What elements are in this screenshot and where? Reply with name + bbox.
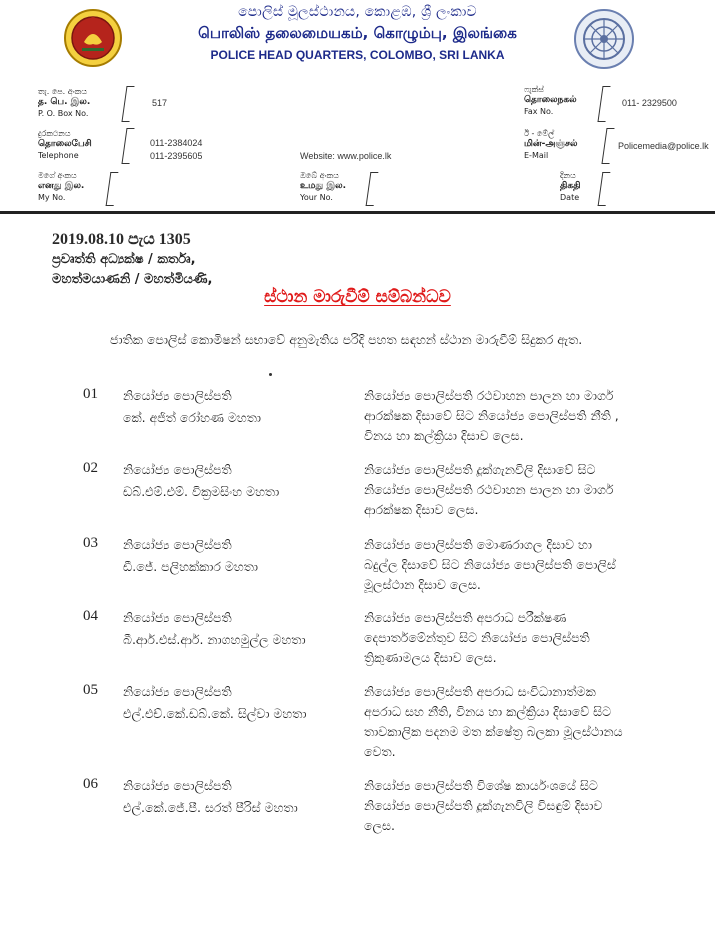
entry-desc-line: බදුල්ල දිසාවේ සිට නියෝජ්‍ය පොලිස්පති පොලිස්: [364, 557, 616, 572]
entry-desc-line: දෙපාර්තමේන්තුව සිට නියෝජ්‍ය පොලිස්පති: [364, 630, 590, 645]
intro-paragraph: ජාතික පොලිස් කොමිෂන් සභාවේ අනුමැතිය පරිදි පහත සඳහන් ස්ථාන මාරුවීම් සිදුකර ඇත.: [110, 332, 583, 347]
subject-heading: ස්ථාන මාරුවීම් සම්බන්ධව: [264, 287, 451, 307]
email-label-en: E-Mail: [524, 151, 549, 160]
entry-desc-line: අපරාධ සහ නීති, විනය හා කල්ක්‍රියා දිසාවේ සිට: [364, 704, 612, 719]
entry-rank: නියෝජ්‍ය පොලිස්පති: [123, 684, 232, 699]
bracket: [597, 86, 610, 122]
bracket: [601, 128, 614, 164]
header-divider: [0, 211, 715, 214]
myno-label-en: My No.: [38, 193, 66, 202]
entry-desc-line: නියෝජ්‍ය පොලිස්පති දූක්ගැනවිලි දිසාවේ සිට: [364, 462, 596, 477]
entry-rank: නියෝජ්‍ය පොලිස්පති: [123, 778, 232, 793]
entry-rank: නියෝජ්‍ය පොලිස්පති: [123, 388, 232, 403]
date-reference: 2019.08.10 පැය 1305: [52, 231, 191, 248]
fax-value: 011- 2329500: [622, 98, 677, 108]
entry-description: [364, 386, 690, 446]
header-title-tamil: பொலிஸ் தலைமையகம், கொழும்பு, இலங்கை: [198, 24, 517, 42]
entry-number: 02: [83, 460, 98, 476]
entry-desc-line: නියෝජ්‍ය පොලිස්පති රථවාහන පාලන හා මාර්ග: [364, 482, 614, 497]
pobox-label-ta: த. பெ. இல.: [38, 97, 91, 107]
bracket: [121, 128, 134, 164]
phone-label: [38, 128, 92, 161]
dot-mark: [269, 373, 272, 376]
entry-desc-line: වෙත.: [364, 744, 396, 759]
yourno-label-ta: உமது இல.: [300, 181, 346, 191]
entry-rank: නියෝජ්‍ය පොලිස්පති: [123, 462, 232, 477]
website-text: Website: www.police.lk: [300, 151, 392, 161]
date-label: [560, 170, 581, 203]
fax-label-ta: தொலைநகல்: [524, 95, 577, 105]
yourno-label-si: ඔබේ අංකය: [300, 171, 339, 180]
yourno-label-en: Your No.: [300, 193, 333, 202]
entry-description: [364, 776, 690, 836]
entry-description: [364, 460, 690, 520]
fax-label: [524, 84, 577, 117]
entry-desc-line: මූලස්ථාන දිසාව ලෙස.: [364, 577, 481, 592]
date-label-si: දිනය: [560, 171, 576, 180]
email-label-si: ඊ - මේල්: [524, 129, 555, 138]
header-title-sinhala: පොලිස් මූලස්ථානය, කොළඹ, ශ්‍රී ලංකාව: [238, 4, 477, 20]
email-value: Policemedia@police.lk: [618, 141, 709, 151]
entry-number: 05: [83, 682, 98, 698]
entry-name: ඩී.ජේ. පලිහක්කාර මහතා: [123, 559, 259, 574]
address-line-2: මහත්මයාණනි / මහත්මියණි,: [52, 272, 213, 287]
entry-desc-line: නියෝජ්‍ය පොලිස්පති මොණරාගල දිසාව හා: [364, 537, 592, 552]
address-line-1: ප්‍රවෘත්ති අධ්‍යක්ෂ / කර්තෘ,: [52, 252, 196, 267]
entry-desc-line: නියෝජ්‍ය පොලිස්පති අපරාධ පරීක්ෂණ: [364, 610, 567, 625]
entry-number: 04: [83, 608, 98, 624]
bracket: [366, 172, 379, 206]
fax-label-en: Fax No.: [524, 107, 554, 116]
myno-label-si: මගේ අංකය: [38, 171, 77, 180]
entry-desc-line: විනය හා කල්ක්‍රියා දිසාව ලෙස.: [364, 428, 524, 443]
entry-desc-line: නියෝජ්‍ය පොලිස්පති දූක්ගැනවිලි විසඳුම් දිසාව: [364, 798, 603, 813]
pobox-value: 517: [152, 98, 168, 108]
entry-description: [364, 535, 690, 595]
entry-description: [364, 608, 690, 668]
entry-desc-line: ලෙස.: [364, 818, 396, 833]
entry-desc-line: තාවකාලික පදනම මත ක්ෂේත්‍ර බලකා මූලස්ථානය: [364, 724, 623, 739]
entry-number: 03: [83, 535, 98, 551]
entry-rank: නියෝජ්‍ය පොලිස්පති: [123, 537, 232, 552]
pobox-label: [38, 86, 90, 119]
header-title-english: POLICE HEAD QUARTERS, COLOMBO, SRI LANKA: [210, 48, 505, 62]
bracket: [106, 172, 119, 206]
entry-number: 06: [83, 776, 98, 792]
myno-label: [38, 170, 84, 203]
yourno-label: [300, 170, 346, 203]
entry-name: බී.ආර්.එස්.ආර්. නාගහමුල්ල මහතා: [123, 632, 306, 647]
phone-label-en: Telephone: [38, 151, 79, 160]
entry-number: 01: [83, 386, 98, 402]
entry-desc-line: ආරක්ෂක දිසාව ලෙස.: [364, 502, 479, 517]
email-label: [524, 128, 577, 161]
entry-name: එල්.කේ.ජේ.පී. සරත් පීරිස් මහතා: [123, 800, 298, 815]
entry-desc-line: නියෝජ්‍ය පොලිස්පති රථවාහන පාලන හා මාර්ග: [364, 388, 614, 403]
phone-value-1: 011-2384024: [150, 138, 203, 148]
fax-label-si: ෆැක්ස්: [524, 85, 544, 94]
entry-name: කේ. අජිත් රෝහණ මහතා: [123, 410, 262, 425]
phone-value-2: 011-2395605: [150, 151, 203, 161]
phone-label-si: දුරකථනය: [38, 129, 71, 138]
date-label-ta: திகதி: [560, 181, 581, 191]
pobox-label-en: P. O. Box No.: [38, 109, 89, 118]
entry-description: [364, 682, 690, 762]
pobox-label-si: තැ. පෙ. අංකය: [38, 87, 87, 96]
entry-name: එල්.එච්.කේ.ඩබ්.කේ. සිල්වා මහතා: [123, 706, 307, 721]
date-label-en: Date: [560, 193, 580, 202]
entry-desc-line: ආරක්ෂක දිසාවේ සිට නියෝජ්‍ය පොලිස්පති නීති ,: [364, 408, 619, 423]
myno-label-ta: எனது இல.: [38, 181, 85, 191]
entry-desc-line: ත්‍රිකුණාමලය දිසාව ලෙස.: [364, 650, 497, 665]
entry-desc-line: නියෝජ්‍ය පොලිස්පති විශේෂ කාර්යංශයේ සිට: [364, 778, 598, 793]
bracket: [598, 172, 611, 206]
entry-rank: නියෝජ්‍ය පොලිස්පති: [123, 610, 232, 625]
phone-label-ta: தொலைபேசி: [38, 139, 92, 149]
entry-desc-line: නියෝජ්‍ය පොලිස්පති අපරාධ සංවිධානාත්මක: [364, 684, 596, 699]
email-label-ta: மின்-அஞ்சல்: [524, 139, 578, 149]
bracket: [121, 86, 134, 122]
entry-name: ඩබ්.එම්.එම්. වික්‍රමසිංහ මහතා: [123, 484, 280, 499]
